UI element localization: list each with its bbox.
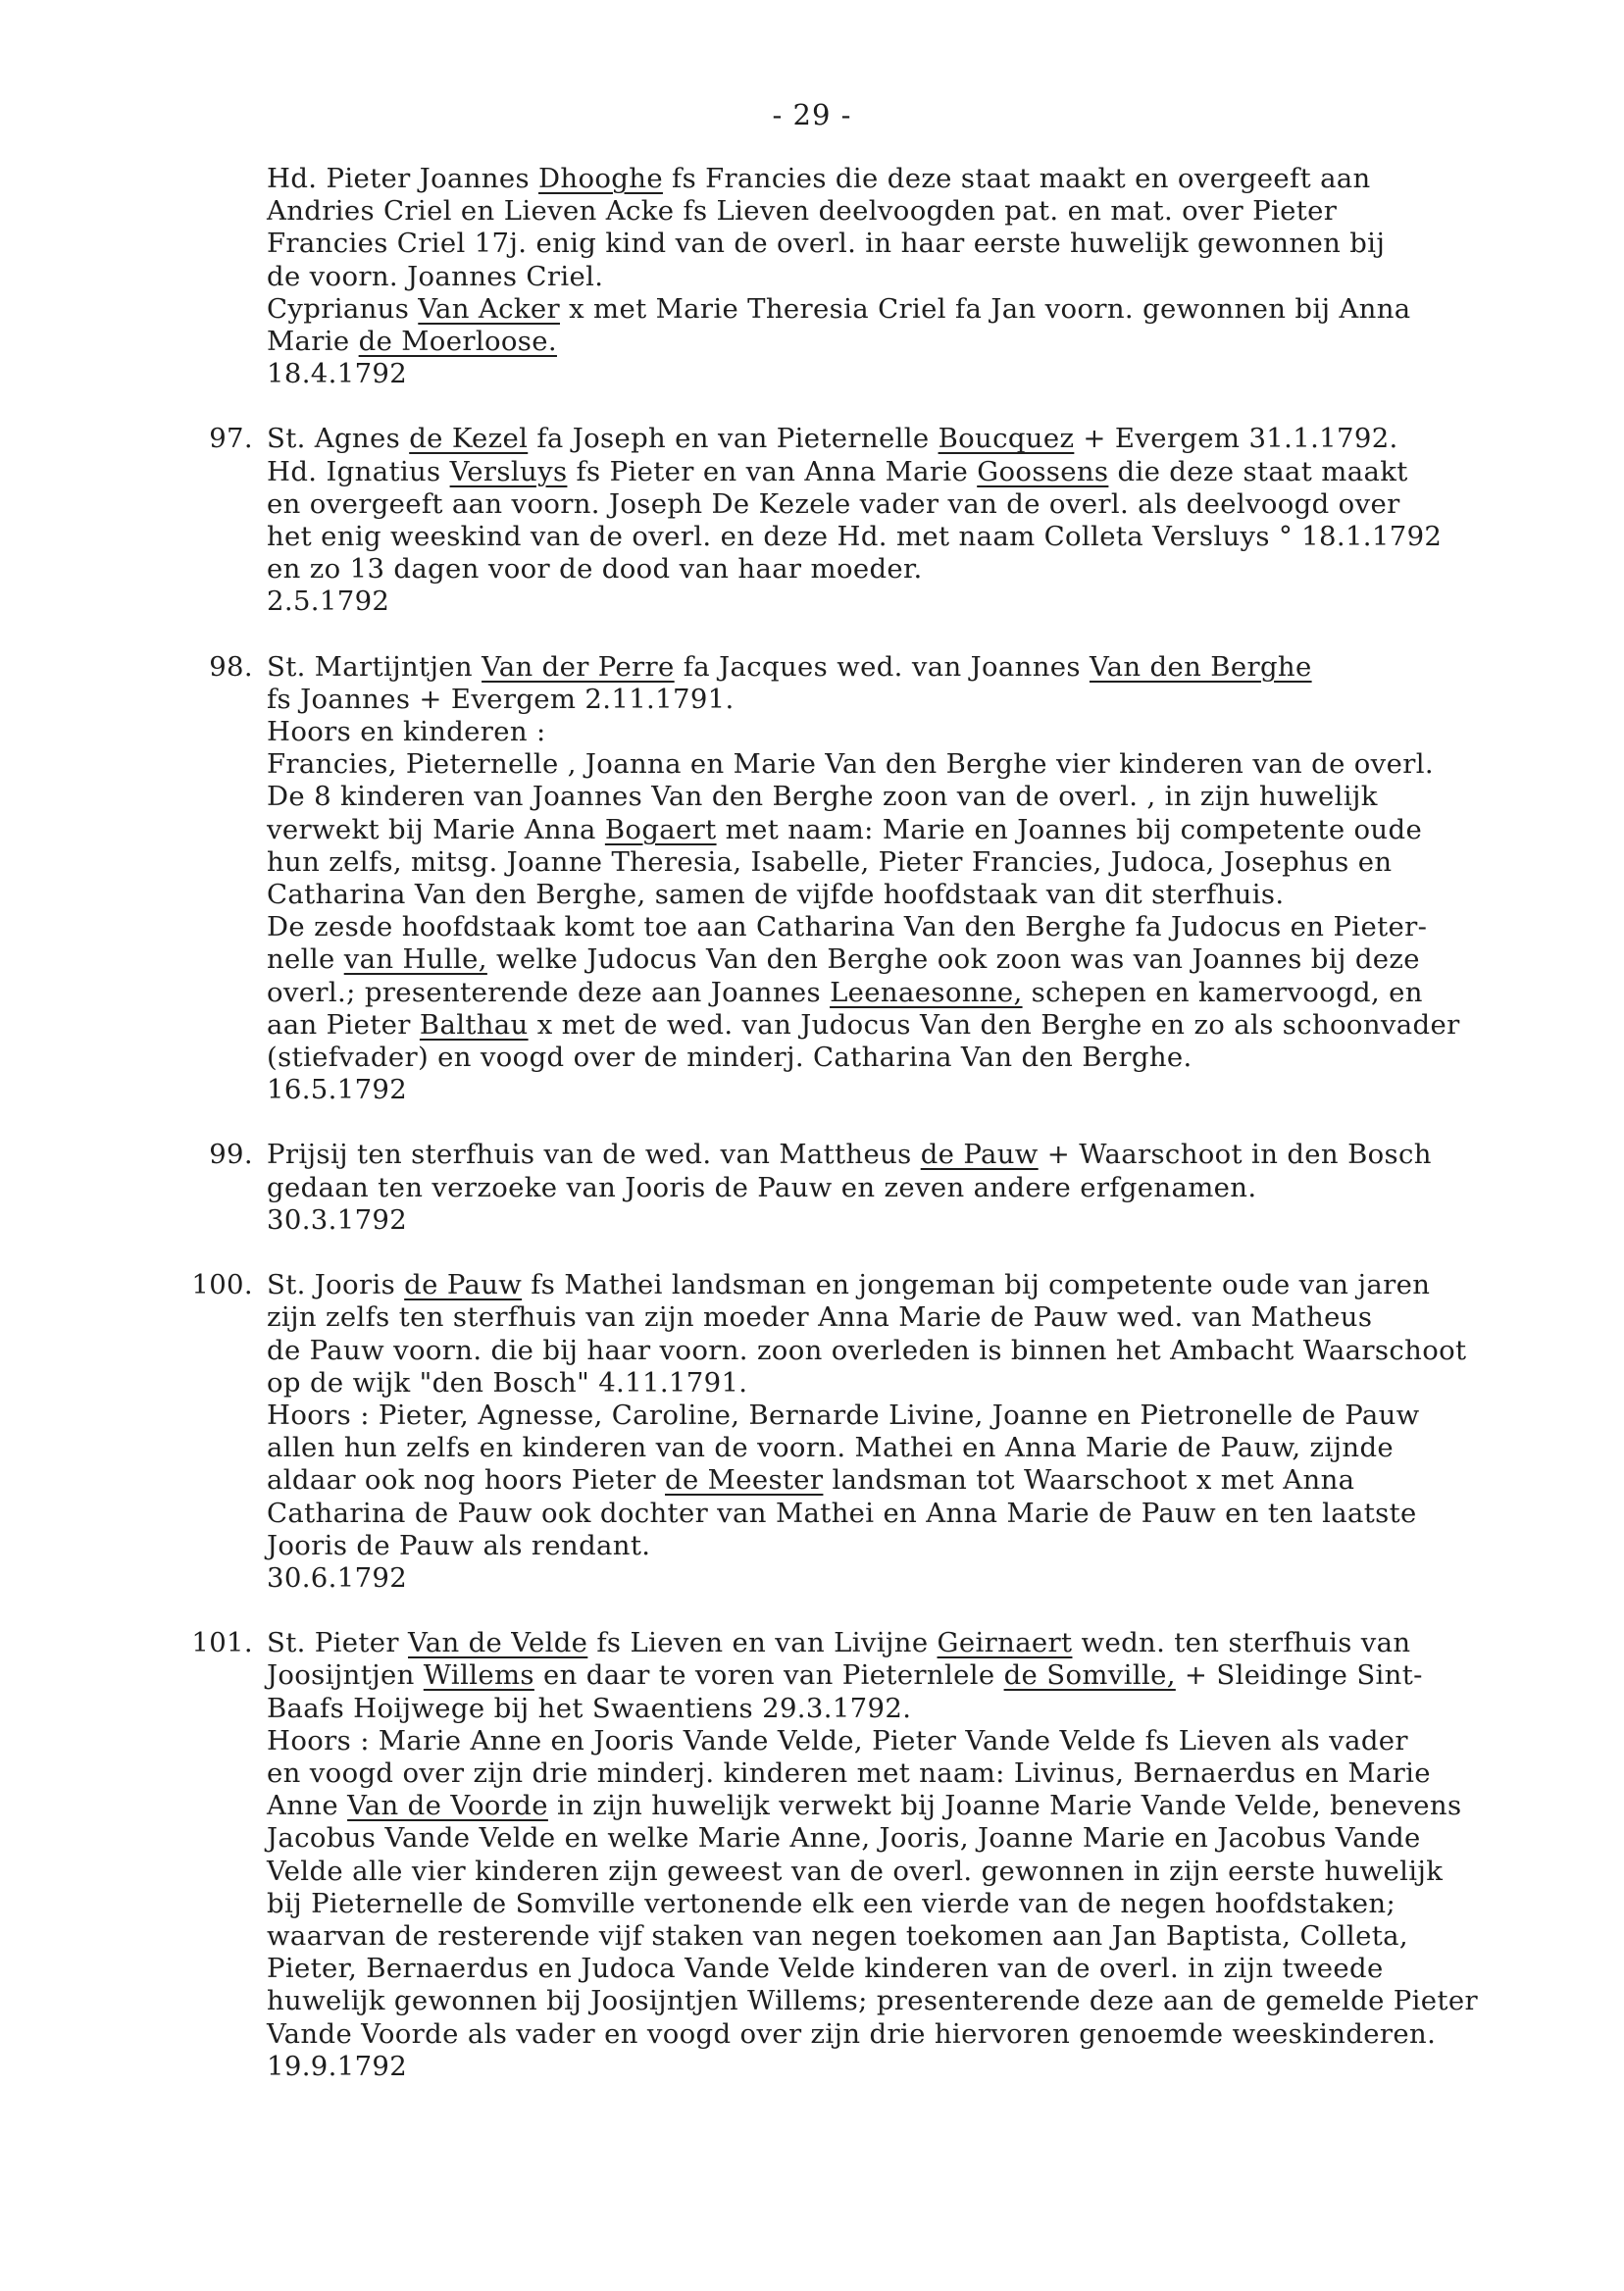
text-run: welke Judocus Van den Berghe ook zoon was van Joannes bij deze	[486, 943, 1420, 976]
text-run: allen hun zelfs en kinderen van de voorn. Mathei en Anna Marie de Pauw, zijnde	[267, 1432, 1395, 1464]
text-run: en zo 13 dagen voor de dood van haar moeder.	[267, 553, 923, 585]
underlined-name: Versluys	[449, 455, 568, 487]
text-line	[267, 1757, 1581, 1790]
text-line	[267, 1269, 1581, 1301]
text-run: nelle	[267, 943, 344, 976]
text-run: Andries Criel en Lieven Acke fs Lieven deelvoogden pat. en mat. over Pieter	[267, 195, 1338, 228]
text-run: Vande Voorde als vader en voogd over zijn drie hiervoren genoemde weeskinderen.	[267, 2017, 1437, 2050]
text-line	[267, 1139, 1581, 1171]
underlined-name: Bogaert	[604, 813, 717, 845]
text-run: waarvan de resterende vijf staken van negen toekomen aan Jan Baptista, Colleta,	[267, 1919, 1408, 1952]
text-line	[267, 553, 1581, 585]
underlined-name: Dhooghe	[538, 163, 663, 194]
entry-date	[267, 358, 1581, 390]
text-run: 30.6.1792	[267, 1561, 408, 1594]
text-run: + Waarschoot in den Bosch	[1038, 1139, 1432, 1171]
text-run: gedaan ten verzoeke van Jooris de Pauw en zeven andere erfgenamen.	[267, 1171, 1257, 1203]
text-line	[267, 1464, 1581, 1497]
text-line	[267, 1659, 1581, 1692]
text-line	[267, 1301, 1581, 1334]
underlined-name: Balthau	[419, 1008, 529, 1041]
text-run: (stiefvader) en voogd over de minderj. Catharina Van den Berghe.	[267, 1042, 1193, 1074]
text-line	[267, 943, 1581, 976]
text-run: en voogd over zijn drie minderj. kinderen met naam: Livinus, Bernaerdus en Marie	[267, 1756, 1431, 1789]
text-line	[267, 1172, 1581, 1204]
text-line	[267, 1856, 1581, 1888]
text-line	[267, 1822, 1581, 1855]
text-line	[267, 228, 1581, 260]
underlined-name: Van der Perre	[482, 650, 675, 683]
record-entry	[191, 1627, 1581, 2083]
text-run: Jacobus Vande Velde en welke Marie Anne, Jooris, Joanne Marie en Jacobus Vande	[267, 1822, 1421, 1855]
intro-entry	[267, 163, 1581, 390]
underlined-name: Geirnaert	[937, 1627, 1073, 1659]
text-line	[267, 781, 1581, 813]
text-run: Baafs Hoijwege bij het Swaentiens 29.3.1792.	[267, 1692, 912, 1724]
text-run: Hd. Pieter Joannes	[267, 163, 539, 194]
text-line	[267, 1693, 1581, 1725]
entry-number: 97.	[209, 423, 253, 455]
page-number: - 29 -	[772, 98, 852, 131]
text-run: Hoors en kinderen :	[267, 716, 546, 748]
text-run: 30.3.1792	[267, 1203, 408, 1236]
text-run: Joosijntjen	[267, 1659, 424, 1692]
text-line	[267, 521, 1581, 553]
text-run: x met Marie Theresia Criel fa Jan voorn. gewonnen bij Anna	[559, 292, 1411, 325]
text-run: Jooris de Pauw als rendant.	[267, 1529, 651, 1561]
text-run: Marie	[267, 326, 359, 358]
text-line	[267, 814, 1581, 846]
text-line	[267, 261, 1581, 293]
entries-list	[191, 423, 1581, 2083]
text-line	[267, 1627, 1581, 1659]
text-line	[267, 423, 1581, 455]
underlined-name: de Meester	[665, 1464, 824, 1497]
text-line	[267, 716, 1581, 748]
text-line	[267, 195, 1581, 228]
text-line	[267, 326, 1581, 358]
text-run: het enig weeskind van de overl. en deze Hd. met naam Colleta Versluys ° 18.1.1792	[267, 521, 1443, 553]
text-run: x met de wed. van Judocus Van den Berghe en zo als schoonvader	[528, 1008, 1460, 1041]
text-run: Hoors : Marie Anne en Jooris Vande Velde, Pieter Vande Velde fs Lieven als vader	[267, 1724, 1408, 1756]
entry-number: 99.	[209, 1139, 253, 1171]
text-line	[267, 1985, 1581, 2017]
text-run: Francies, Pieternelle , Joanna en Marie Van den Berghe vier kinderen van de overl.	[267, 748, 1434, 781]
text-run: 18.4.1792	[267, 358, 408, 390]
text-line	[267, 1042, 1581, 1074]
text-line	[267, 1725, 1581, 1757]
entry-date	[267, 1074, 1581, 1106]
underlined-name: de Kezel	[409, 423, 529, 455]
text-run: die deze staat maakt	[1108, 455, 1408, 487]
text-run: bij Pieternelle de Somville vertonende elk een vierde van de negen hoofdstaken;	[267, 1887, 1396, 1919]
record-entry	[191, 1269, 1581, 1595]
text-run: Francies Criel 17j. enig kind van de overl. in haar eerste huwelijk gewonnen bij	[267, 228, 1386, 260]
page-content	[191, 163, 1581, 2115]
text-run: fa Jacques wed. van Joannes	[674, 650, 1090, 683]
text-run: fs Pieter en van Anna Marie	[567, 455, 978, 487]
text-line	[267, 977, 1581, 1009]
entry-number: 101.	[191, 1627, 253, 1659]
text-run: Prijsij ten sterfhuis van de wed. van Mattheus	[267, 1139, 921, 1171]
text-line	[267, 879, 1581, 911]
text-run: De zesde hoofdstaak komt toe aan Catharina Van den Berghe fa Judocus en Pieter-	[267, 911, 1428, 943]
underlined-name: Van Acker	[418, 292, 560, 325]
underlined-name: Van den Berghe	[1089, 650, 1312, 683]
text-run: de voorn. Joannes Criel.	[267, 260, 604, 292]
text-line	[267, 1432, 1581, 1464]
entry-date	[267, 1562, 1581, 1595]
text-line	[267, 1335, 1581, 1367]
underlined-name: Van de Voorde	[347, 1790, 548, 1822]
text-run: St. Agnes	[267, 423, 410, 455]
text-run: landsman tot Waarschoot x met Anna	[823, 1464, 1355, 1497]
entry-date	[267, 1204, 1581, 1237]
text-line	[267, 651, 1581, 684]
text-run: + Evergem 31.1.1792.	[1074, 423, 1398, 455]
record-entry	[209, 423, 1581, 618]
text-run: Hoors : Pieter, Agnesse, Caroline, Bernarde Livine, Joanne en Pietronelle de Pauw	[267, 1399, 1420, 1431]
text-run: overl.; presenterende deze aan Joannes	[267, 976, 831, 1008]
underlined-name: Goossens	[977, 455, 1109, 487]
text-run: St. Jooris	[267, 1269, 405, 1301]
text-run: aan Pieter	[267, 1008, 420, 1041]
text-run: en overgeeft aan voorn. Joseph De Kezele vader van de overl. als deelvoogd over	[267, 487, 1400, 520]
text-line	[267, 1009, 1581, 1042]
text-line	[267, 846, 1581, 879]
text-line	[267, 456, 1581, 488]
underlined-name: Boucquez	[938, 423, 1075, 455]
text-run: op de wijk "den Bosch" 4.11.1791.	[267, 1366, 748, 1399]
text-run: St. Martijntjen	[267, 650, 482, 683]
text-run: schepen en kamervoogd, en	[1022, 976, 1423, 1008]
text-run: zijn zelfs ten sterfhuis van zijn moeder Anna Marie de Pauw wed. van Matheus	[267, 1301, 1373, 1334]
underlined-name: de Moerloose.	[358, 326, 557, 358]
text-run: wedn. ten sterfhuis van	[1072, 1627, 1411, 1659]
text-line	[267, 1888, 1581, 1920]
text-run: 19.9.1792	[267, 2050, 408, 2082]
text-line	[267, 1790, 1581, 1822]
underlined-name: van Hulle,	[343, 943, 487, 976]
record-entry	[209, 1139, 1581, 1237]
underlined-name: de Somville,	[1003, 1659, 1176, 1692]
text-run: Catharina de Pauw ook dochter van Mathei en Anna Marie de Pauw en ten laatste	[267, 1497, 1417, 1529]
text-line	[267, 748, 1581, 781]
text-line	[267, 1498, 1581, 1530]
underlined-name: de Pauw	[404, 1269, 523, 1301]
text-line	[267, 488, 1581, 521]
text-run: in zijn huwelijk verwekt bij Joanne Marie Vande Velde, benevens	[547, 1790, 1462, 1822]
text-run: 2.5.1792	[267, 585, 390, 618]
underlined-name: Willems	[423, 1659, 534, 1692]
text-run: De 8 kinderen van Joannes Van den Berghe zoon van de overl. , in zijn huwelijk	[267, 781, 1378, 813]
underlined-name: de Pauw	[920, 1139, 1039, 1171]
text-line	[267, 1953, 1581, 1985]
entry-number: 100.	[191, 1269, 253, 1301]
text-run: fs Joannes + Evergem 2.11.1791.	[267, 683, 735, 715]
entry-date	[267, 585, 1581, 618]
text-line	[267, 1920, 1581, 1953]
text-line	[267, 1367, 1581, 1400]
text-run: Pieter, Bernaerdus en Judoca Vande Velde kinderen van de overl. in zijn tweede	[267, 1953, 1384, 1985]
entry-date	[267, 2051, 1581, 2083]
text-run: aldaar ook nog hoors Pieter	[267, 1464, 666, 1497]
text-run: hun zelfs, mitsg. Joanne Theresia, Isabelle, Pieter Francies, Judoca, Josephus en	[267, 845, 1393, 878]
text-line	[267, 293, 1581, 326]
text-run: St. Pieter	[267, 1627, 409, 1659]
text-line	[267, 911, 1581, 943]
record-entry	[209, 650, 1581, 1107]
underlined-name: Van de Velde	[408, 1627, 588, 1659]
text-line	[267, 163, 1581, 195]
text-line	[267, 2018, 1581, 2051]
text-run: fa Joseph en van Pieternelle	[528, 423, 939, 455]
underlined-name: Leenaesonne,	[830, 976, 1023, 1008]
text-run: fs Lieven en van Livijne	[587, 1627, 938, 1659]
text-run: verwekt bij Marie Anna	[267, 813, 605, 845]
text-run: de Pauw voorn. die bij haar voorn. zoon overleden is binnen het Ambacht Waarschoot	[267, 1334, 1467, 1366]
text-run: fs Francies die deze staat maakt en overgeeft aan	[662, 163, 1371, 194]
text-run: + Sleidinge Sint-	[1175, 1659, 1423, 1692]
text-run: Velde alle vier kinderen zijn geweest van de overl. gewonnen in zijn eerste huwelijk	[267, 1855, 1444, 1887]
text-run: huwelijk gewonnen bij Joosijntjen Willems; presenterende deze aan de gemelde Pieter	[267, 1985, 1478, 2017]
text-run: 16.5.1792	[267, 1074, 408, 1106]
text-line	[267, 1530, 1581, 1562]
text-run: fs Mathei landsman en jongeman bij competente oude van jaren	[522, 1269, 1431, 1301]
text-line	[267, 1400, 1581, 1432]
text-run: Cyprianus	[267, 292, 419, 325]
text-line	[267, 684, 1581, 716]
text-run: Catharina Van den Berghe, samen de vijfde hoofdstaak van dit sterfhuis.	[267, 879, 1285, 911]
text-run: en daar te voren van Pieternlele	[533, 1659, 1004, 1692]
entry-number: 98.	[209, 650, 253, 683]
text-run: Hd. Ignatius	[267, 455, 450, 487]
text-run: Anne	[267, 1790, 348, 1822]
text-run: met naam: Marie en Joannes bij competente oude	[716, 813, 1423, 845]
